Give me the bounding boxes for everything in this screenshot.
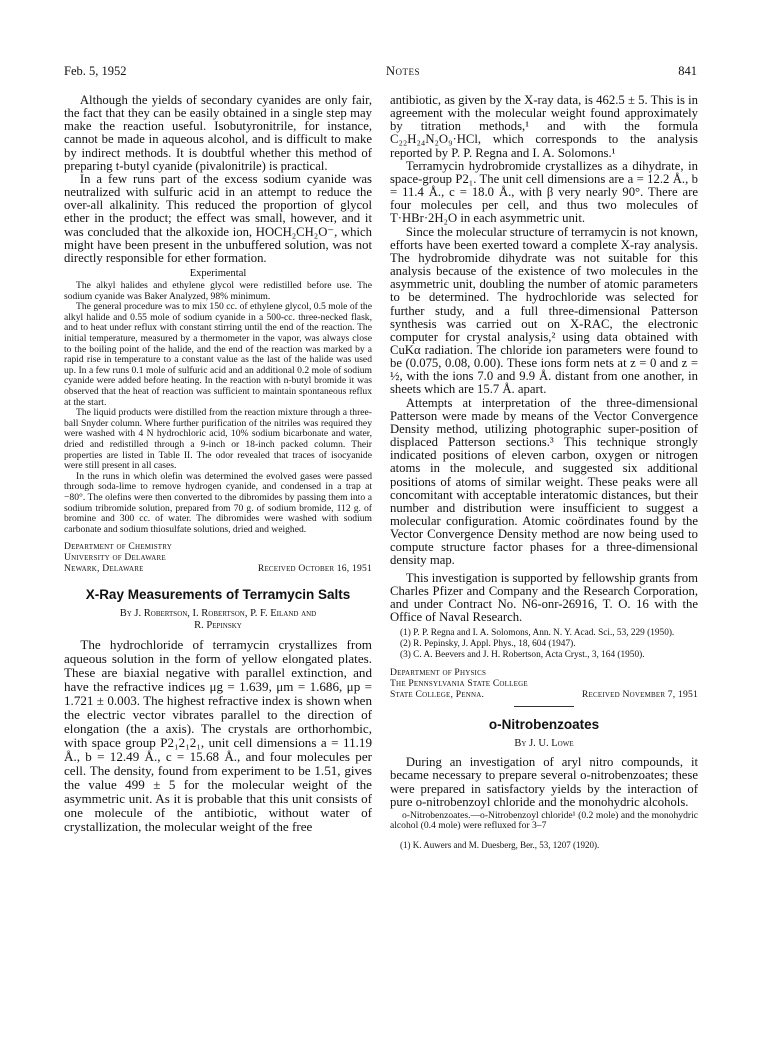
section-name: Notes (386, 64, 421, 78)
reference: (3) C. A. Beevers and J. H. Robertson, Acta Cryst., 3, 164 (1950). (400, 650, 645, 661)
experimental-paragraph: In the runs in which olefin was determined the evolved gases were passed through soda-lime to remove hydrogen cyanide, and condensed in a trap at −80°. The olefins were then converted to the dibromides by passing them into a sodium tribromide solution, prepared from 70 g. of sodium bromide, 112 g. of bromine and 300 cc. of water. The dibromides were washed with sodium carbonate and sodium thiosulfate solutions, dried and weighed. (64, 470, 372, 535)
paragraph: Since the molecular structure of terramycin is not known, efforts have been exerted toward a complete X-ray analysis. The hydrobromide dihydrate was not suitable for this analysis because of the existence of two molecules in the asymmetric unit, doubling the number of atomic parameters to be determined. The hydrochloride was selected for further study, and a full three-dimensional Patterson synthesis was carried out on X-RAC, the electronic computer for crystal analysis,² using data obtained with CuKα radiation. The chloride ion parameters were found to be (0.075, 0.08, 0.00). These ions form nets at z = 0 and z = ½, with the ions 7.0 and 9.9 Å. distant from one another, in sheets which are 15.7 Å. apart. (390, 224, 698, 397)
article-authors: By J. U. Lowe (514, 738, 574, 750)
affiliation-line: University of Delaware (64, 552, 166, 564)
paragraph: In a few runs part of the excess sodium cyanide was neutralized with sulfuric acid in an attempt to reduce the over-all alkalinity. This reduced the proportion of glycol ether in the product; the effect was small, however, and it was concluded that the alkoxide ion, HOCH₂CH₂O⁻, which might have been present in the unbuffered solution, was not directly responsible for ether formation. (64, 171, 372, 265)
received-date: Received November 7, 1951 (581, 689, 698, 701)
reference: (2) R. Pepinsky, J. Appl. Phys., 18, 604 (1947). (400, 639, 576, 650)
paragraph: Attempts at interpretation of the three-dimensional Patterson were made by means of the Vector Convergence Density method, utilizing photographic super-position of displaced Patterson sections.³ This technique strongly indicated positions of eleven carbon, oxygen or nitrogen atoms in the molecule, and suggested six additional positions of atoms of similar weight. These peaks were all concomitant with acceptable interatomic distances, but their number and distribution were insufficient to suggest a molecular configuration. Atomic coördinates found by the Vector Convergence Density method are now being used to compute structure factor phases for a three-dimensional density map. (390, 395, 698, 568)
affiliation-line: Department of Chemistry (64, 541, 173, 553)
left-column (64, 94, 372, 834)
page-header (64, 64, 697, 80)
paragraph: This investigation is supported by fellowship grants from Charles Pfizer and Company and the Research Corporation, and under Contract No. N6-onr-26916, T. O. 16 with the Office of Naval Research. (390, 570, 698, 625)
right-column (390, 94, 698, 851)
experimental-heading: Experimental (189, 268, 247, 280)
experimental-paragraph: The liquid products were distilled from the reaction mixture through a three-ball Snyder column. Where further purification of the nitriles was required they were washed with 4 N hydrochloric acid, 10% sodium bicarbonate and water, dried and redistilled through a 9-inch or 18-inch packed column. Their properties are listed in Table II. The odor revealed that traces of isocyanide were still present in all cases. (64, 407, 372, 472)
affiliation-line: Newark, Delaware (64, 563, 144, 575)
received-date: Received October 16, 1951 (257, 563, 372, 575)
affiliation-block (64, 541, 372, 574)
article-title: o-Nitrobenzoates (488, 717, 600, 733)
reference: (1) P. P. Regna and I. A. Solomons, Ann. N. Y. Acad. Sci., 53, 229 (1950). (400, 628, 675, 639)
paragraph: antibiotic, as given by the X-ray data, is 462.5 ± 5. This is in agreement with the molecular weight found approximately by titration methods,¹ and with the formula C₂₂H₂₄N₂O₉·HCl, which corresponds to the analysis reported by P. P. Regna and I. A. Solomons.¹ (390, 93, 698, 160)
paragraph: During an investigation of aryl nitro compounds, it became necessary to prepare several o-nitrobenzoates; these were prepared in satisfactory yields by the interaction of pure o-nitrobenzoyl chloride and the monohydric alcohols. (390, 755, 698, 809)
affiliation-block (390, 667, 698, 700)
experimental-paragraph: The general procedure was to mix 150 cc. of ethylene glycol, 0.5 mole of the alkyl halide and 0.55 mole of sodium cyanide in a 500-cc. three-necked flask, and to heat under reflux with constant stirring until the end of the reaction. The initial temperature, measured by a thermometer in the vapor, was always close to the boiling point of the halide, and the end of the reaction was marked by a rapid rise in temperature to a constant value as the last of the halide was used up. In a few runs 0.1 mole of sulfuric acid and an additional 0.2 mole of sodium cyanide were added before heating. In the reaction with n-butyl bromide it was observed that the heat of reaction was sufficient to maintain spontaneous reflux at the start. (64, 301, 372, 408)
references (390, 628, 698, 661)
article-title: X-Ray Measurements of Terramycin Salts (85, 587, 351, 603)
affiliation-line: Department of Physics (390, 667, 487, 679)
affiliation-line: State College, Penna. (390, 689, 485, 701)
paragraph: Terramycin hydrobromide crystallizes as a dihydrate, in space-group P2₁. The unit cell dimensions are a = 12.2 Å., b = 11.4 Å., c = 18.0 Å., with β very nearly 90°. There are four molecules per cell, and thus two molecules of T·HBr·2H₂O in each asymmetric unit. (390, 158, 698, 226)
page-number: 841 (678, 64, 697, 78)
affiliation-line: The Pennsylvania State College (390, 678, 528, 690)
issue-date: Feb. 5, 1952 (64, 64, 127, 78)
experimental-paragraph: o-Nitrobenzoates.—o-Nitrobenzoyl chloride¹ (0.2 mole) and the monohydric alcohol (0.4 mole) were refluxed for 3–7 (390, 809, 698, 832)
section-divider (514, 706, 574, 707)
paragraph: The hydrochloride of terramycin crystallizes from aqueous solution in the form of yellow elongated plates. These are biaxial negative with parallel extinction, and have the refractive indices μg = 1.639, μm = 1.686, μp = 1.721 ± 0.003. The highest refractive index is shown when the electric vector vibrates parallel to the direction of elongation (the a axis). The crystals are orthorhombic, with space group P2₁2₁2₁, unit cell dimensions a = 11.19 Å., b = 12.49 Å., c = 15.68 Å., and four molecules per cell. The density, found from experiment to be 1.51, gives the value 499 ± 5 for the molecular weight of the asymmetric unit. As it is probable that this unit consists of one molecule of the antibiotic, without water of crystallization, the molecular weight of the free (64, 637, 372, 835)
footnote-reference: (1) K. Auwers and M. Duesberg, Ber., 53, 1207 (1920). (400, 840, 600, 851)
experimental-paragraph: The alkyl halides and ethylene glycol were redistilled before use. The sodium cyanide was Baker Analyzed, 98% minimum. (64, 280, 372, 302)
paragraph: Although the yields of secondary cyanides are only fair, the fact that they can be easily obtained in a single step may make the reaction useful. Isobutyronitrile, for instance, cannot be made in aqueous alcohol, and is difficult to make by indirect methods. It is doubtful whether this method of preparing t-butyl cyanide (pivalonitrile) is practical. (64, 93, 372, 173)
article-authors: By J. Robertson, I. Robertson, P. F. Eiland and R. Pepinsky (119, 608, 317, 632)
